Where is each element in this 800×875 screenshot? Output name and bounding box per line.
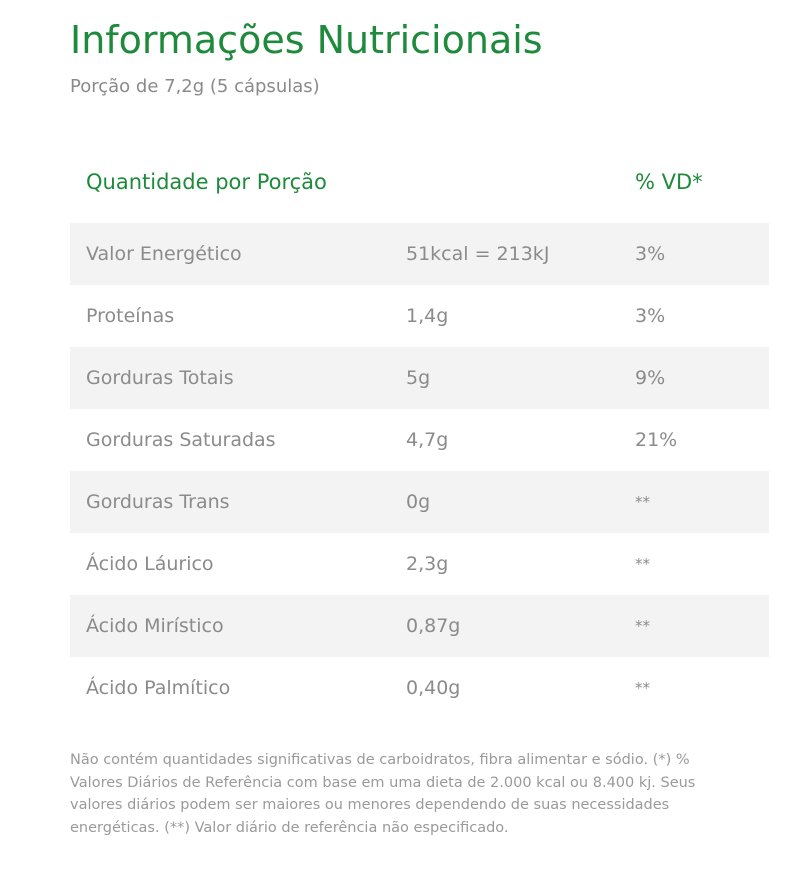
nutrient-daily-value: 3% xyxy=(635,243,666,265)
nutrient-amount: 4,7g xyxy=(406,429,449,451)
nutrient-name: Ácido Palmítico xyxy=(86,677,231,699)
table-row xyxy=(70,657,769,719)
footnote: Não contém quantidades significativas de carboidratos, fibra alimentar e sódio. (*) % Valores Diários de Referência com base em uma dieta de 2.000 kcal ou 8.400 kj. Seus valores diários podem ser maiores ou menores dependendo de suas necessidades energéticas. (**) Valor diário de referência não especificado. xyxy=(70,752,696,836)
nutrient-amount: 51kcal = 213kJ xyxy=(406,243,550,265)
table-row xyxy=(70,347,769,409)
nutrient-daily-value: ** xyxy=(635,555,650,573)
nutrient-name: Ácido Mirístico xyxy=(86,615,224,637)
nutrient-amount: 2,3g xyxy=(406,553,449,575)
nutrient-amount: 5g xyxy=(406,367,431,389)
nutrient-daily-value: 9% xyxy=(635,367,666,389)
nutrient-name: Gorduras Saturadas xyxy=(86,429,276,451)
table-row xyxy=(70,409,769,471)
nutrient-name: Proteínas xyxy=(86,305,175,327)
nutrient-name: Gorduras Trans xyxy=(86,491,230,513)
nutrient-daily-value: ** xyxy=(635,493,650,511)
table-row xyxy=(70,595,769,657)
nutrient-amount: 0,87g xyxy=(406,615,461,637)
nutrient-daily-value: 3% xyxy=(635,305,666,327)
nutrient-amount: 0g xyxy=(406,491,431,513)
table-row xyxy=(70,285,769,347)
nutrient-name: Ácido Láurico xyxy=(86,553,214,575)
nutrient-name: Valor Energético xyxy=(86,243,242,265)
table-row xyxy=(70,223,769,285)
daily-value-header: % VD* xyxy=(635,170,703,194)
page-title: Informações Nutricionais xyxy=(70,18,543,62)
nutrition-panel xyxy=(70,0,769,839)
nutrient-amount: 1,4g xyxy=(406,305,449,327)
table-row xyxy=(70,533,769,595)
nutrient-daily-value: ** xyxy=(635,679,650,697)
nutrition-table xyxy=(70,149,769,719)
nutrient-name: Gorduras Totais xyxy=(86,367,234,389)
nutrient-amount: 0,40g xyxy=(406,677,461,699)
serving-size: Porção de 7,2g (5 cápsulas) xyxy=(70,76,320,97)
nutrient-daily-value: 21% xyxy=(635,429,678,451)
table-row xyxy=(70,471,769,533)
table-header xyxy=(70,149,769,223)
amount-per-serving-header: Quantidade por Porção xyxy=(86,170,327,194)
nutrient-daily-value: ** xyxy=(635,617,650,635)
